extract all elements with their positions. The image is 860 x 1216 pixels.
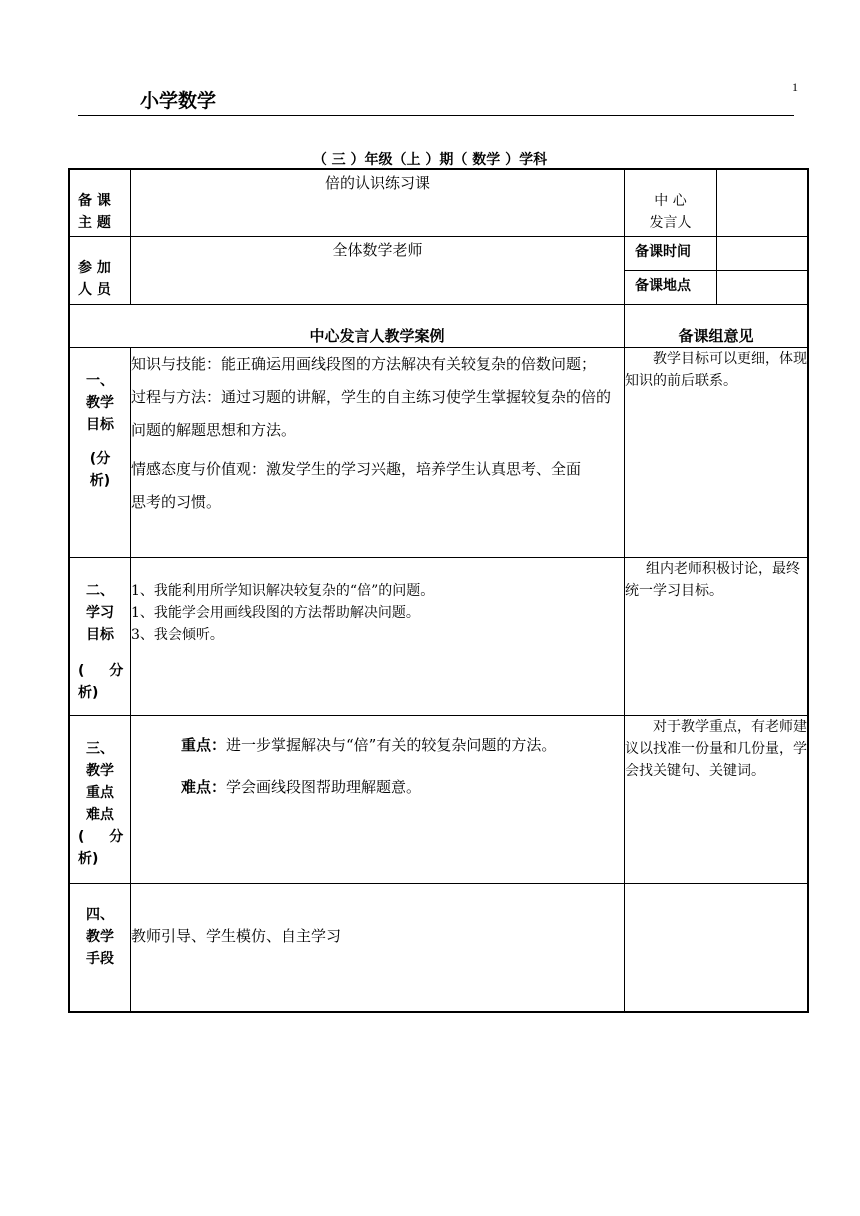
place-value [717, 271, 808, 305]
participants-label-line-1: 参 加 [78, 260, 111, 276]
section-3-label-line: 析) [78, 851, 99, 867]
section-3-label-line: 难点 [86, 807, 114, 823]
key-point-line [181, 734, 616, 756]
time-label: 备课时间 [625, 237, 717, 271]
spacer [70, 646, 130, 660]
place-label: 备课地点 [625, 271, 717, 305]
section-1-label-line: 目标 [86, 417, 114, 433]
section-2-label-line: 析) [78, 685, 99, 701]
section-2-label-line: 学习 [86, 605, 114, 621]
section-teaching-methods [70, 884, 808, 1012]
section-3-opinion: 对于教学重点，有老师建议以找准一份量和几份量，学会找关键句、关键词。 [625, 716, 808, 884]
section-4-content [131, 884, 625, 1012]
header-divider [78, 115, 794, 116]
spacer [70, 436, 130, 448]
section-1-label-line: 析) [89, 473, 111, 489]
section-3-label [70, 716, 131, 884]
section-3-content [131, 716, 625, 884]
section-2-content [131, 558, 625, 716]
page-number: 1 [792, 80, 798, 94]
section-3-label-line: 教学 [86, 763, 114, 779]
section-1-label [70, 348, 131, 558]
key-point-text: 进一步掌握解决与“倍”有关的较复杂问题的方法。 [226, 736, 557, 754]
section-2-label [70, 558, 131, 716]
content-paragraph: 情感态度与价值观：激发学生的学习兴趣，培养学生认真思考、全面思考的习惯。 [131, 460, 582, 511]
case-header-row [70, 305, 808, 348]
key-point-label: 重点： [181, 736, 227, 754]
document-title: （ 三 ）年级（上 ）期（ 数学 ）学科 [312, 152, 548, 168]
time-value [717, 237, 808, 271]
content-line: 教师引导、学生模仿、自主学习 [131, 927, 342, 945]
section-2-label-line: 二、 [86, 583, 114, 599]
content-paragraph: 知识与技能：能正确运用画线段图的方法解决有关较复杂的倍数问题； [131, 355, 597, 373]
section-4-opinion [625, 884, 808, 1012]
speaker-label-line-1: 中 心 [654, 193, 687, 209]
topic-label-line-1: 备 课 [78, 193, 111, 209]
section-2-opinion: 组内老师积极讨论，最终统一学习目标。 [625, 558, 808, 716]
content-paragraph: 过程与方法：通过习题的讲解，学生的自主练习使学生掌握较复杂的倍的问题的解题思想和方法。 [131, 388, 612, 439]
topic-label-line-2: 主 题 [78, 215, 111, 231]
header-title: 小学数学 [140, 90, 217, 112]
section-4-label-line: 教学 [86, 929, 114, 945]
speaker-value [717, 170, 808, 237]
topic-row [70, 170, 808, 237]
section-2-label-line: ( 分 [78, 663, 124, 679]
section-2-label-line: 目标 [86, 627, 114, 643]
content-line: 1、我能学会用画线段图的方法帮助解决问题。 [131, 605, 420, 621]
section-1-label-line: 教学 [86, 395, 114, 411]
content-line: 1、我能利用所学知识解决较复杂的“倍”的问题。 [131, 583, 435, 599]
speaker-label-line-2: 发言人 [649, 215, 692, 231]
section-1-label-line: 一、 [86, 373, 114, 389]
section-key-points [70, 716, 808, 884]
section-1-opinion: 教学目标可以更细，体现知识的前后联系。 [625, 348, 808, 558]
participants-value: 全体数学老师 [131, 237, 625, 305]
opinion-header: 备课组意见 [625, 305, 808, 348]
difficulty-label: 难点： [181, 778, 227, 796]
section-3-label-line: 重点 [86, 785, 114, 801]
section-4-label-line: 手段 [86, 951, 114, 967]
section-objectives [70, 348, 808, 558]
participants-label-line-2: 人 员 [78, 282, 111, 298]
section-1-label-line: (分 [89, 451, 111, 467]
topic-value: 倍的认识练习课 [131, 170, 625, 237]
topic-label [70, 170, 131, 237]
section-4-label-line: 四、 [86, 907, 114, 923]
lesson-plan-table [69, 169, 808, 1012]
difficulty-line [181, 776, 616, 798]
section-4-label [70, 884, 131, 1012]
section-3-label-line: 三、 [86, 741, 114, 757]
case-header: 中心发言人教学案例 [70, 305, 625, 348]
participants-row [70, 237, 808, 271]
section-3-label-line: ( 分 [78, 829, 124, 845]
content-line: 3、我会倾听。 [131, 627, 224, 643]
speaker-label [625, 170, 717, 237]
section-1-content [131, 348, 625, 558]
section-learning-goals [70, 558, 808, 716]
participants-label [70, 237, 131, 305]
difficulty-text: 学会画线段图帮助理解题意。 [226, 778, 422, 796]
